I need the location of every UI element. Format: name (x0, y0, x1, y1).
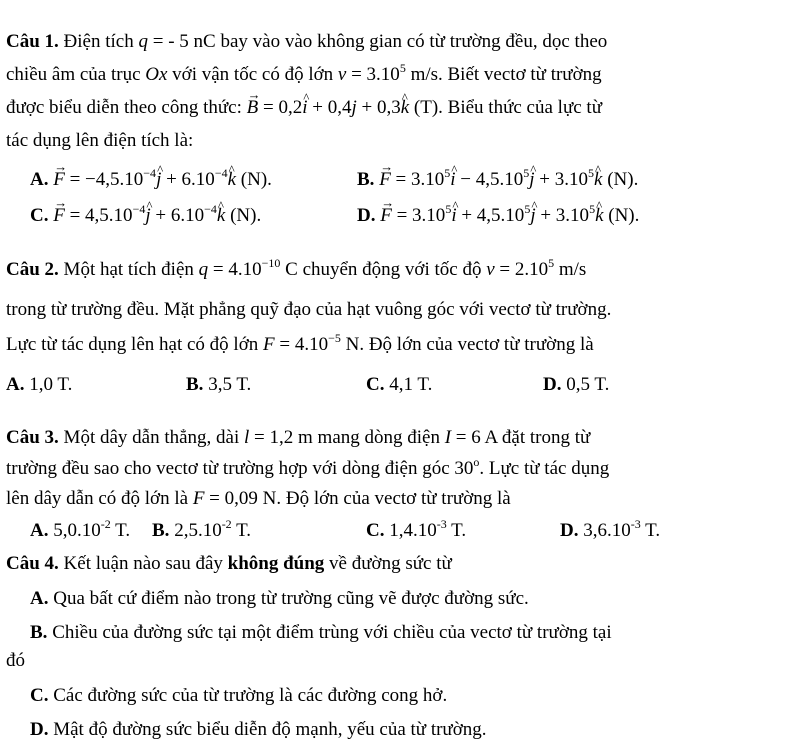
q2-line3: Lực từ tác dụng lên hạt có độ lớn $F = 4.10^{-5}$ N. Độ lớn của vectơ từ trường là (6, 331, 594, 355)
q2-line2: trong từ trường đều. Mặt phẳng quỹ đạo của hạt vuông góc với vectơ từ trường. (6, 299, 612, 320)
q4-option-b[interactable]: B. Chiều của đường sức tại một điểm trùng với chiều của vectơ từ trường tại (30, 622, 612, 643)
q4-option-d[interactable]: D. Mật độ đường sức biểu diễn độ mạnh, yếu của từ trường. (30, 719, 487, 740)
q1-line1: Câu 1. Điện tích q = - 5 nC bay vào vào không gian có từ trường đều, dọc theo (6, 31, 608, 52)
q2-line1: Câu 2. Một hạt tích điện $q = 4.10^{-10}$ C chuyển động với tốc độ $v = 2.10^5$ m/s (6, 256, 587, 280)
q1-option-c[interactable]: C. → $F = 4,5.10^{-4}\^{}$ $j + 6.10^{-4}\^{}$ k (N). (30, 204, 261, 228)
q1-option-d[interactable]: D. → $F = 3.10^5\^{}$ $i + 4,5.10^5\^{}$ $j + 3.10^5\^{}$ k (N). (357, 204, 639, 228)
q4-option-c[interactable]: C. Các đường sức của từ trường là các đường cong hở. (30, 685, 448, 706)
q2-option-c[interactable]: C. 4,1 T. (366, 374, 433, 395)
q3-line3: lên dây dẫn có độ lớn là F = 0,09 N. Độ lớn của vectơ từ trường là (6, 488, 511, 509)
q2-option-a[interactable]: A. 1,0 T. (6, 374, 73, 395)
q1-option-b[interactable]: B. → $F = 3.10^5\^{}$ $i - 4,5.10^5\^{}$ $j + 3.10^5\^{}$ k (N). (357, 168, 638, 192)
q4-option-b-continued: đó (6, 650, 25, 671)
q1-option-a[interactable]: A. → $F = -4,5.10^{-4}\^{}$ $j + 6.10^{-4}\^{}$ k (N). (30, 168, 272, 192)
q1-label: Câu 1. (6, 31, 59, 52)
q4-option-a[interactable]: A. Qua bất cứ điểm nào trong từ trường cũng vẽ được đường sức. (30, 588, 529, 609)
q2-option-d[interactable]: D. 0,5 T. (543, 374, 610, 395)
q3-option-a[interactable]: A. $5,0.10^{-2}$ T. (30, 517, 131, 541)
q1-line4: tác dụng lên điện tích là: (6, 130, 194, 151)
q2-option-b[interactable]: B. 3,5 T. (186, 374, 252, 395)
q3-option-b[interactable]: B. $2,5.10^{-2}$ T. (152, 517, 252, 541)
q4-line1: Câu 4. Kết luận nào sau đây không đúng về đường sức từ (6, 553, 452, 574)
q3-option-d[interactable]: D. $3,6.10^{-3}$ T. (560, 517, 661, 541)
q1-line2: chiều âm của trục Ox với vận tốc có độ lớn $v = 3.10^5$ m/s. Biết vectơ từ trường (6, 61, 602, 85)
q1-line3: được biểu diễn theo công thức: → B = 0,2^ i + 0,4j + 0,3^ k (T). Biểu thức của lực từ (6, 96, 602, 120)
q3-line1: Câu 3. Một dây dẫn thẳng, dài l = 1,2 m mang dòng điện I = 6 A đặt trong từ (6, 427, 591, 448)
q3-option-c[interactable]: C. $1,4.10^{-3}$ T. (366, 517, 467, 541)
q3-line2: trường đều sao cho vectơ từ trường hợp với dòng điện góc 30$^o$. Lực từ tác dụng (6, 455, 610, 479)
